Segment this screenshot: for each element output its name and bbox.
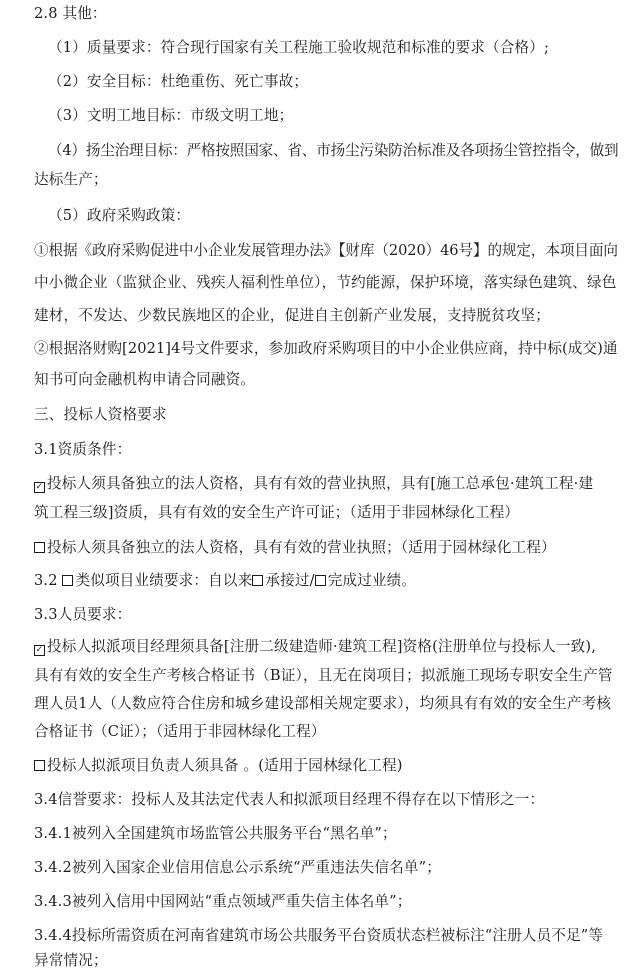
policy-item-2-line1: ②根据洛财购[2021]4号文件要求，参加政府采购项目的中小企业供应商，持中标(成交)通 — [34, 340, 618, 357]
dust-control-target-line2: 达标生产； — [34, 171, 108, 188]
unchecked-checkbox[interactable] — [34, 542, 45, 553]
personnel-option-1-line4: 合格证书（C证）；（适用于非园林绿化工程） — [34, 723, 326, 740]
policy-item-1-line2: 中小微企业（监狱企业、残疾人福利性单位），节约能源，保护环境，落实绿色建筑、绿色 — [34, 274, 617, 291]
section-2-8-heading: 2.8 其他： — [34, 5, 107, 22]
policy-item-1-line1: ①根据《政府采购促进中小企业发展管理办法》【财库（2020）46号】的规定，本项目面向 — [34, 242, 618, 259]
policy-item-2-line2: 知书可向金融机构申请合同融资。 — [34, 371, 256, 388]
unchecked-checkbox[interactable] — [62, 575, 73, 586]
qualification-option-2-text: 投标人须具备独立的法人资格，具有有效的营业执照；（适用于园林绿化工程） — [47, 539, 556, 556]
unchecked-checkbox[interactable] — [315, 575, 326, 586]
personnel-option-1-line2: 具有有效的安全生产考核合格证书（B证），且无在岗项目；拟派施工现场专职安全生产管 — [34, 667, 613, 684]
civilized-site-target: （3）文明工地目标：市级文明工地； — [48, 107, 294, 124]
undertaken-text: 承接过/ — [265, 572, 315, 589]
procurement-policy-heading: （5）政府采购政策： — [48, 207, 191, 224]
personnel-option-1-line1 — [34, 637, 596, 657]
section-3-2-performance — [34, 571, 416, 591]
credit-item-3-4-4-line1: 3.4.4投标所需资质在河南省建筑市场公共服务平台资质状态栏被标注“注册人员不足”等 — [34, 927, 604, 944]
unchecked-checkbox[interactable] — [34, 760, 45, 771]
policy-item-1-line3: 建材，不发达、少数民族地区的企业，促进自主创新产业发展，支持脱贫攻坚； — [34, 307, 551, 324]
unchecked-checkbox[interactable] — [252, 575, 263, 586]
section-3-4-heading: 3.4信誉要求：投标人及其法定代表人和拟派项目经理不得存在以下情形之一： — [34, 791, 545, 808]
personnel-option-1-line3: 理人员1人（人数应符合住房和城乡建设部相关规定要求），均须具有有效的安全生产考核 — [34, 695, 612, 712]
qualification-option-2 — [34, 538, 556, 558]
credit-item-3-4-3: 3.4.3被列入信用中国网站“重点领域严重失信主体名单”； — [34, 893, 412, 910]
dust-control-target-line1: （4）扬尘治理目标：严格按照国家、省、市扬尘污染防治标准及各项扬尘管控指令，做到 — [48, 142, 619, 159]
personnel-option-2 — [34, 756, 403, 776]
completed-text: 完成过业绩。 — [327, 572, 417, 589]
safety-target: （2）安全目标：杜绝重伤、死亡事故； — [48, 73, 309, 90]
section-3-1-heading: 3.1资质条件： — [34, 441, 132, 458]
qualification-option-1-text: 投标人须具备独立的法人资格，具有有效的营业执照，具有[施工总承包·建筑工程·建 — [47, 475, 594, 492]
quality-requirement: （1）质量要求：符合现行国家有关工程施工验收规范和标准的要求（合格）; — [48, 39, 550, 56]
checked-checkbox[interactable]: ✓ — [35, 482, 44, 492]
credit-item-3-4-2: 3.4.2被列入国家企业信用信息公示系统“严重违法失信名单”； — [34, 859, 441, 876]
checked-checkbox[interactable]: ✓ — [35, 645, 44, 655]
section-3-2-number: 3.2 — [34, 572, 63, 589]
credit-item-3-4-4-line2: 异常情况； — [34, 952, 108, 969]
qualification-option-1-line2: 筑工程三级]资质，具有有效的安全生产许可证；（适用于非园林绿化工程） — [34, 504, 520, 521]
personnel-option-2-text: 投标人拟派项目负责人须具备 。(适用于园林绿化工程) — [47, 757, 403, 774]
credit-item-3-4-1: 3.4.1被列入全国建筑市场监管公共服务平台“黑名单”； — [34, 825, 397, 842]
section-3-heading: 三、投标人资格要求 — [34, 406, 167, 423]
section-3-3-heading: 3.3人员要求： — [34, 606, 132, 623]
performance-requirement-text: 类似项目业绩要求：自以来 — [75, 572, 253, 589]
personnel-option-1-text: 投标人拟派项目经理须具备[注册二级建造师·建筑工程]资格(注册单位与投标人一致), — [47, 638, 596, 655]
qualification-option-1-line1 — [34, 474, 593, 494]
